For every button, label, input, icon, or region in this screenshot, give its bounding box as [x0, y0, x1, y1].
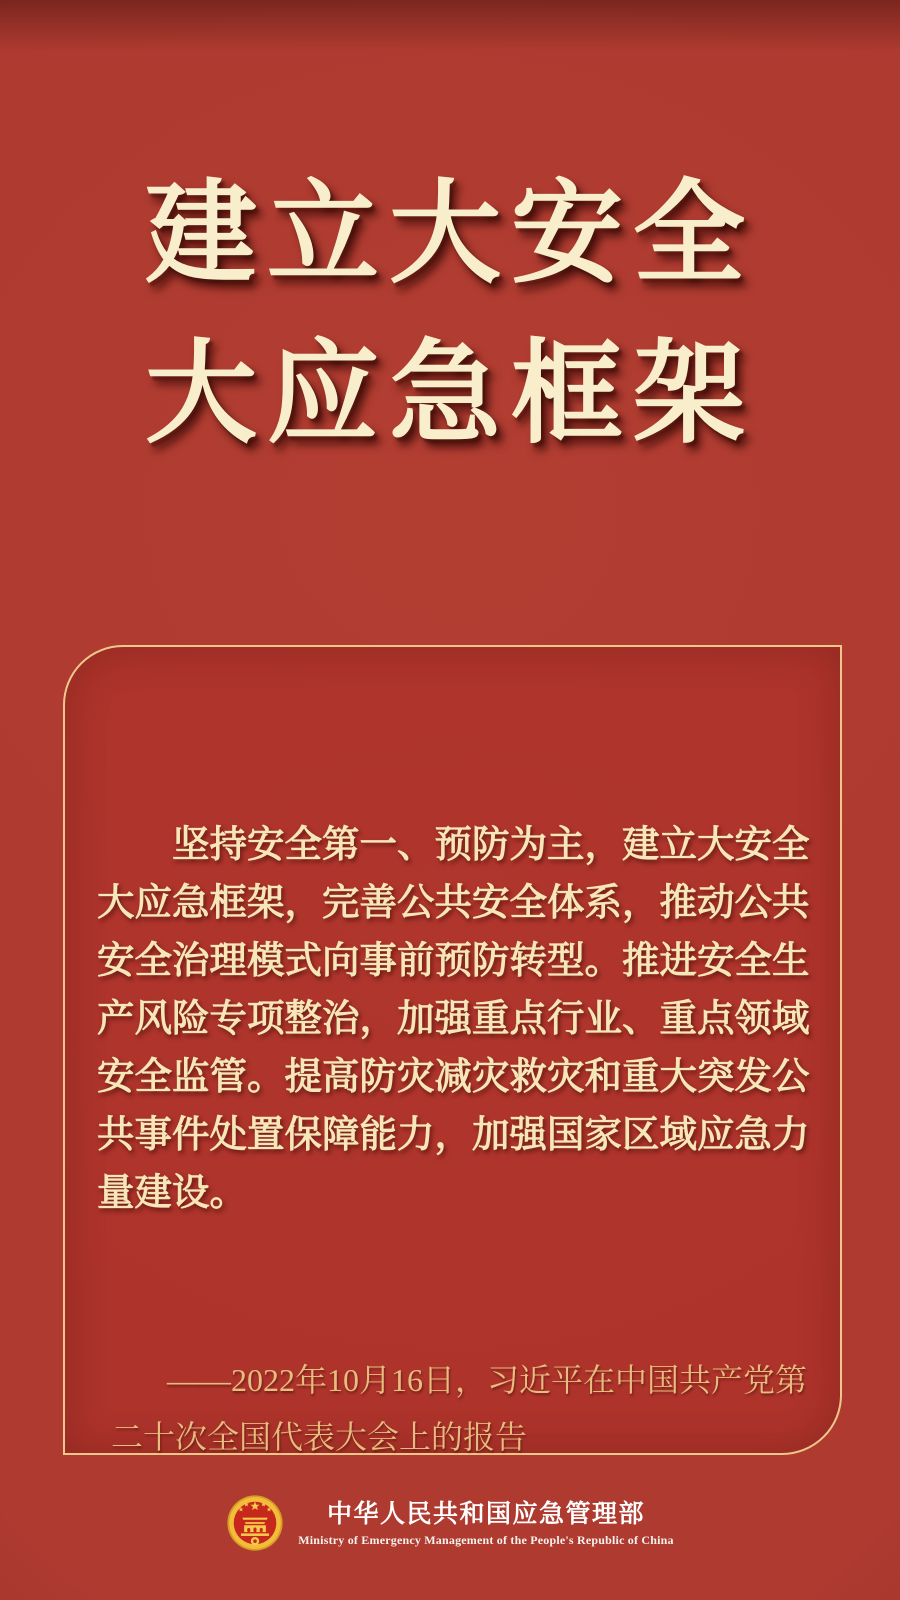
footer [0, 1494, 900, 1552]
ministry-name-en: Ministry of Emergency Management of the People's Republic of China [298, 1533, 674, 1547]
china-national-emblem-icon [226, 1494, 284, 1552]
quote-attribution [111, 1352, 811, 1466]
quote-attribution-line-1: ——2022年10月16日，习近平在中国共产党第 [167, 1362, 808, 1398]
quote-body-line: 安全治理模式向事前预防转型。推进安全生 [97, 941, 810, 982]
title-line-2: 大应急框架 [145, 333, 755, 457]
ministry-name-cn: 中华人民共和国应急管理部 [326, 1500, 645, 1528]
quote-body-line: 共事件处置保障能力，加强国家区域应急力 [97, 1115, 810, 1156]
quote-body [97, 817, 809, 1223]
poster-title [0, 155, 900, 475]
quote-body-line: 量建设。 [97, 1173, 247, 1214]
footer-text [298, 1498, 674, 1548]
title-line-1: 建立大安全 [145, 173, 755, 297]
quote-card [63, 645, 842, 1455]
quote-body-line: 安全监管。提高防灾减灾救灾和重大突发公 [97, 1057, 810, 1098]
quote-body-line: 坚持安全第一、预防为主，建立大安全 [172, 825, 810, 866]
quote-body-line: 产风险专项整治，加强重点行业、重点领域 [97, 999, 810, 1040]
quote-body-line: 大应急框架，完善公共安全体系，推动公共 [97, 883, 810, 924]
quote-attribution-line-2: 二十次全国代表大会上的报告 [111, 1419, 528, 1455]
